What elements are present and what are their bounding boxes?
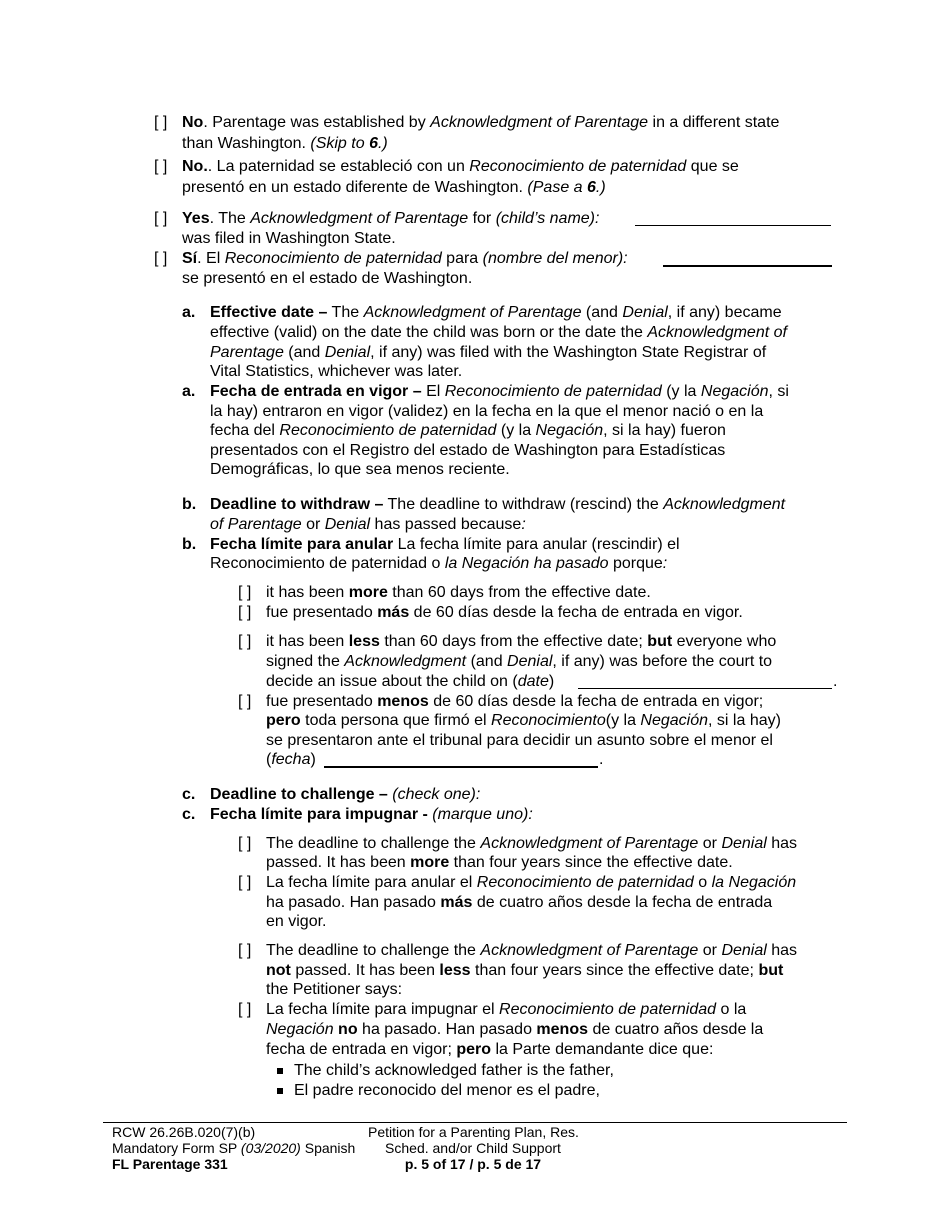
b-less-es-l1 xyxy=(266,692,763,712)
item-b-es-l2 xyxy=(210,554,667,574)
text: .) xyxy=(595,179,606,196)
yes-label: Yes xyxy=(182,210,210,227)
c-passed-es-l2 xyxy=(266,893,772,913)
text: of Parentage xyxy=(210,516,302,533)
option-yes-es xyxy=(182,249,628,269)
text: Reconocimiento de paternidad o xyxy=(210,555,445,572)
text: everyone who xyxy=(672,633,777,650)
c-notpassed-es-l1 xyxy=(266,1000,746,1020)
text: . The xyxy=(209,210,251,227)
text: menos xyxy=(536,1021,588,1038)
checkbox-b-more-es[interactable]: [ ] xyxy=(238,604,252,621)
footer-title: Petition for a Parenting Plan, Res. xyxy=(368,1124,579,1140)
ack-term: Acknowledgment of Parentage xyxy=(250,210,469,227)
text: ha pasado. Han pasado xyxy=(266,894,441,911)
text: (and xyxy=(581,304,623,321)
checkbox-c-notpassed-es[interactable]: [ ] xyxy=(238,1001,252,1018)
c-notpassed-es-l2 xyxy=(266,1020,763,1040)
date-field-es[interactable] xyxy=(324,752,598,768)
item-a-es-l1 xyxy=(210,382,789,402)
text: The deadline to challenge the xyxy=(266,835,481,852)
skip-number: 6 xyxy=(369,135,378,152)
item-a-es-l5: Demográficas, lo que sea menos reciente. xyxy=(210,461,510,478)
text: date xyxy=(517,673,549,690)
b-less-es-l3: se presentaron ante el tribunal para decidir un asunto sobre el menor el xyxy=(266,732,773,749)
item-b-en-l2 xyxy=(210,515,526,535)
bullet-item-es: El padre reconocido del menor es el padre, xyxy=(294,1082,600,1099)
item-a-en-l2 xyxy=(210,323,787,343)
item-b-es-l1 xyxy=(210,535,680,555)
text: para xyxy=(441,250,483,267)
option-yes-es-line2: se presentó en el estado de Washington. xyxy=(182,270,473,287)
text: más xyxy=(377,604,410,621)
text: has passed because xyxy=(370,516,522,533)
no-label: No. xyxy=(182,158,208,175)
withdraw-heading: Fecha límite para anular xyxy=(210,536,394,553)
text: o la xyxy=(716,1001,747,1018)
text: : xyxy=(521,516,526,533)
footer-rcw: RCW 26.26B.020(7)(b) xyxy=(112,1124,256,1140)
text: in a different state xyxy=(648,114,780,131)
text: , if any) became xyxy=(667,304,782,321)
text: Denial xyxy=(622,304,668,321)
text: decide an issue about the child on ( xyxy=(266,673,518,690)
text: Acknowledgment xyxy=(344,653,467,670)
text: effective (valid) on the date the child was born or the date the xyxy=(210,324,648,341)
effective-date-heading: Fecha de entrada en vigor – xyxy=(210,383,422,400)
b-more-es xyxy=(266,603,743,623)
text: Acknowledgment of xyxy=(647,324,787,341)
text: more xyxy=(410,854,450,871)
b-less-en-l1 xyxy=(266,632,776,652)
text: than four years since the effective date; xyxy=(470,962,759,979)
text: fue presentado xyxy=(266,604,378,621)
text: but xyxy=(647,633,673,650)
c-notpassed-en-l3: the Petitioner says: xyxy=(266,981,403,998)
bullet-marker xyxy=(277,1088,283,1094)
footer-form-id xyxy=(112,1140,355,1156)
skip-instruction xyxy=(527,179,605,196)
ack-term: Reconocimiento de paternidad xyxy=(224,250,442,267)
text: : xyxy=(662,555,668,572)
item-b-label-es: b. xyxy=(182,536,197,553)
text: (03/2020) xyxy=(240,1140,301,1156)
text: menos xyxy=(377,693,429,710)
text: it has been xyxy=(266,584,349,601)
text: than 60 days from the effective date; xyxy=(379,633,648,650)
text: Parentage xyxy=(210,344,284,361)
item-a-es-l4: presentados con el Registro del estado de Washington para Estadísticas xyxy=(210,442,726,459)
text: not xyxy=(266,962,291,979)
option-no-en xyxy=(182,113,779,133)
skip-number: 6 xyxy=(587,179,596,196)
item-c-label-en: c. xyxy=(182,786,196,803)
text: . La paternidad se estableció con un xyxy=(207,158,470,175)
item-b-en-l1 xyxy=(210,495,785,515)
c-passed-es-l1 xyxy=(266,873,796,893)
child-name-field-es[interactable] xyxy=(663,251,832,267)
challenge-heading: Deadline to challenge – xyxy=(210,786,388,803)
text: fecha de entrada en vigor; xyxy=(266,1041,457,1058)
text: Denial xyxy=(324,344,371,361)
withdraw-heading: Deadline to withdraw – xyxy=(210,496,384,513)
text: Acknowledgment of Parentage xyxy=(363,304,582,321)
text: (marque uno): xyxy=(427,806,533,823)
option-yes-en-line2: was filed in Washington State. xyxy=(182,230,396,247)
text: less xyxy=(348,633,380,650)
text: (y la xyxy=(661,383,701,400)
page-number: p. 5 of 17 / p. 5 de 17 xyxy=(404,1156,542,1172)
text: la Negación ha pasado xyxy=(444,555,609,572)
ack-term: Reconocimiento de paternidad xyxy=(469,158,687,175)
c-notpassed-en-l2 xyxy=(266,961,783,981)
c-passed-es-l3: en vigor. xyxy=(266,913,327,930)
item-a-en-l1 xyxy=(210,303,782,323)
date-field-en-period: . xyxy=(833,673,838,690)
text: signed the xyxy=(266,653,345,670)
text: El xyxy=(421,383,445,400)
text: más xyxy=(440,894,473,911)
text: , si la hay) xyxy=(708,712,781,729)
item-a-en-l3 xyxy=(210,343,766,363)
text: ha pasado. Han pasado xyxy=(357,1021,537,1038)
text: has xyxy=(766,835,798,852)
text: , si la hay) fueron xyxy=(603,422,726,439)
text: (y la xyxy=(496,422,536,439)
text: de cuatro años desde la xyxy=(588,1021,764,1038)
text: (Skip to xyxy=(310,135,370,152)
text: toda persona que firmó el xyxy=(300,712,492,729)
item-c-es xyxy=(210,805,533,825)
text: Denial xyxy=(721,835,767,852)
bullet-marker xyxy=(277,1068,283,1074)
checkbox-no-en[interactable]: [ ] xyxy=(154,114,168,131)
text: The deadline to challenge the xyxy=(266,942,481,959)
text: (and xyxy=(283,344,325,361)
item-a-es-l2: la hay) entraron en vigor (validez) en la fecha en la que el menor nació o en la xyxy=(210,403,764,420)
b-less-en-l2 xyxy=(266,652,772,672)
text: pero xyxy=(266,712,301,729)
b-less-es-l2 xyxy=(266,711,781,731)
checkbox-b-more-en[interactable]: [ ] xyxy=(238,584,252,601)
checkbox-c-passed-en[interactable]: [ ] xyxy=(238,835,252,852)
text: fecha del xyxy=(210,422,280,439)
text: The xyxy=(327,304,364,321)
text: porque xyxy=(608,555,663,572)
text: Acknowledgment xyxy=(663,496,786,513)
item-a-es-l3 xyxy=(210,421,726,441)
bullet-item-en: The child’s acknowledged father is the father, xyxy=(294,1062,614,1079)
item-a-en-l4: Vital Statistics, whichever was later. xyxy=(210,363,463,380)
skip-instruction xyxy=(310,135,387,152)
text: ) xyxy=(548,673,555,690)
text: La fecha límite para anular el xyxy=(266,874,477,891)
option-no-en-line2 xyxy=(182,134,388,154)
text: Reconocimiento de paternidad xyxy=(279,422,497,439)
child-name-field-en[interactable] xyxy=(635,211,831,226)
text: Negación xyxy=(640,712,709,729)
text: Spanish xyxy=(300,1140,356,1156)
item-b-label-en: b. xyxy=(182,496,197,513)
footer-form-name: FL Parentage 331 xyxy=(112,1156,228,1172)
text: more xyxy=(348,584,388,601)
item-c-en xyxy=(210,785,480,805)
text: Acknowledgment of Parentage xyxy=(480,835,699,852)
text: than Washington. xyxy=(182,135,311,152)
text: de 60 días desde la fecha de entrada en vigor; xyxy=(428,693,764,710)
b-less-en-l3 xyxy=(266,672,554,692)
text: , si xyxy=(768,383,789,400)
text: The deadline to withdraw (rescind) the xyxy=(383,496,664,513)
text: has xyxy=(766,942,798,959)
text: (Pase a xyxy=(527,179,588,196)
text: de cuatro años desde la fecha de entrada xyxy=(472,894,773,911)
item-a-label-en: a. xyxy=(182,304,196,321)
text: La fecha límite para anular (rescindir) el xyxy=(393,536,680,553)
text: que se xyxy=(686,158,739,175)
text: Negación xyxy=(700,383,769,400)
text: Denial xyxy=(507,653,553,670)
text: than 60 days from the effective date. xyxy=(387,584,651,601)
text: Denial xyxy=(324,516,371,533)
text: Reconocimiento de paternidad xyxy=(444,383,662,400)
text: Negación xyxy=(535,422,604,439)
text: ( xyxy=(266,751,272,768)
c-notpassed-en-l1 xyxy=(266,941,797,961)
date-field-es-period: . xyxy=(599,751,604,768)
text: for xyxy=(468,210,496,227)
text: o xyxy=(693,874,712,891)
c-passed-en-l2 xyxy=(266,853,733,873)
text: pero xyxy=(456,1041,492,1058)
text: .) xyxy=(377,135,388,152)
text: , if any) was before the court to xyxy=(552,653,773,670)
footer-subtitle: Sched. and/or Child Support xyxy=(385,1140,561,1156)
checkbox-no-es[interactable]: [ ] xyxy=(154,158,168,175)
text: Mandatory Form SP xyxy=(112,1140,241,1156)
challenge-heading: Fecha límite para impugnar - xyxy=(210,806,428,823)
text: fue presentado xyxy=(266,693,378,710)
text: (and xyxy=(466,653,508,670)
text: than four years since the effective date. xyxy=(449,854,733,871)
text: but xyxy=(758,962,784,979)
ack-term: Acknowledgment of Parentage xyxy=(430,114,649,131)
text: less xyxy=(439,962,471,979)
text: or xyxy=(301,516,325,533)
text: Reconocimiento xyxy=(491,712,606,729)
checkbox-c-passed-es[interactable]: [ ] xyxy=(238,874,252,891)
option-no-es xyxy=(182,157,739,177)
text: de 60 días desde la fecha de entrada en vigor. xyxy=(409,604,743,621)
checkbox-yes-en[interactable]: [ ] xyxy=(154,210,168,227)
child-name-label: (child’s name): xyxy=(495,210,600,227)
text: (check one): xyxy=(387,786,481,803)
text: Acknowledgment of Parentage xyxy=(480,942,699,959)
text: . El xyxy=(197,250,225,267)
yes-label: Sí xyxy=(182,250,198,267)
text: passed. It has been xyxy=(266,854,411,871)
checkbox-c-notpassed-en[interactable]: [ ] xyxy=(238,942,252,959)
checkbox-yes-es[interactable]: [ ] xyxy=(154,250,168,267)
text: la Parte demandante dice que: xyxy=(491,1041,714,1058)
text: or xyxy=(698,835,722,852)
text: . Parentage was established by xyxy=(203,114,431,131)
text: presentó en un estado diferente de Washington. xyxy=(182,179,528,196)
text: no xyxy=(333,1021,358,1038)
item-a-label-es: a. xyxy=(182,383,196,400)
text: Reconocimiento de paternidad xyxy=(476,874,694,891)
no-label: No xyxy=(182,114,204,131)
text: Negación xyxy=(266,1021,334,1038)
text: La fecha límite para impugnar el xyxy=(266,1001,500,1018)
text: la Negación xyxy=(711,874,797,891)
text: passed. It has been xyxy=(290,962,440,979)
text: fecha xyxy=(271,751,311,768)
text: (y la xyxy=(605,712,641,729)
b-more-en xyxy=(266,583,651,603)
b-less-es-l4 xyxy=(266,750,316,770)
footer-rule xyxy=(103,1122,847,1123)
date-field-en[interactable] xyxy=(578,674,832,689)
checkbox-b-less-en[interactable]: [ ] xyxy=(238,633,252,650)
text: Reconocimiento de paternidad xyxy=(499,1001,717,1018)
c-notpassed-es-l3 xyxy=(266,1040,713,1060)
checkbox-b-less-es[interactable]: [ ] xyxy=(238,693,252,710)
text: ) xyxy=(310,751,316,768)
c-passed-en-l1 xyxy=(266,834,797,854)
effective-date-heading: Effective date – xyxy=(210,304,328,321)
text: or xyxy=(698,942,722,959)
option-yes-en xyxy=(182,209,599,229)
text: Denial xyxy=(721,942,767,959)
option-no-es-line2 xyxy=(182,178,606,198)
text: it has been xyxy=(266,633,349,650)
child-name-label: (nombre del menor): xyxy=(482,250,628,267)
item-c-label-es: c. xyxy=(182,806,196,823)
text: , if any) was filed with the Washington State Registrar of xyxy=(370,344,767,361)
